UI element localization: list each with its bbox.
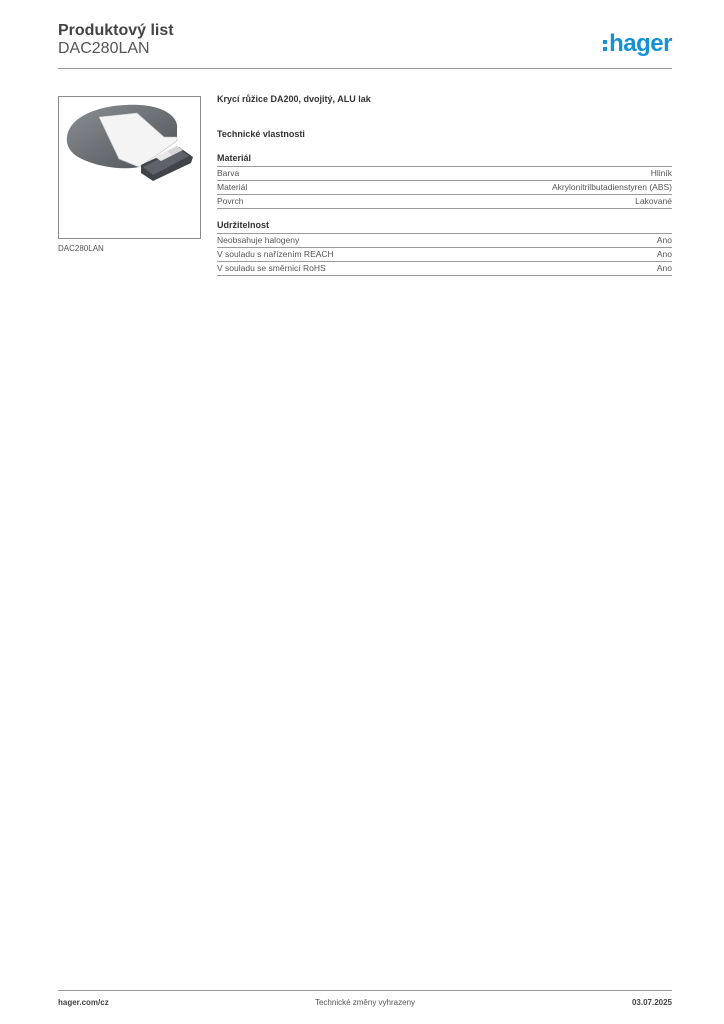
product-details <box>217 94 672 276</box>
spec-value: Hliník <box>650 168 672 178</box>
spec-label: V souladu s nařízením REACH <box>217 249 334 259</box>
spec-label: Materiál <box>217 182 248 192</box>
hager-logo <box>603 30 672 58</box>
spec-value: Akrylonitrilbutadienstyren (ABS) <box>552 182 672 192</box>
product-name: Krycí růžice DA200, dvojitý, ALU lak <box>217 94 371 104</box>
spec-label: Barva <box>217 168 240 178</box>
spec-row <box>217 248 672 262</box>
spec-row <box>217 195 672 209</box>
spec-value: Ano <box>656 263 672 273</box>
spec-row <box>217 262 672 276</box>
spec-row <box>217 167 672 181</box>
group-title-material: Materiál <box>217 153 672 167</box>
document-title: Produktový list <box>58 22 174 39</box>
logo-dots-icon <box>603 40 607 51</box>
spec-row <box>217 234 672 248</box>
footer-disclaimer: Technické změny vyhrazeny <box>314 998 416 1007</box>
spec-value: Ano <box>656 249 672 259</box>
group-title-sustainability: Udržitelnost <box>217 220 672 234</box>
footer-divider <box>58 990 672 991</box>
image-caption: DAC280LAN <box>58 244 104 253</box>
spec-label: Neobsahuje halogeny <box>217 235 300 245</box>
spec-value: Ano <box>656 235 672 245</box>
header-divider <box>58 68 672 69</box>
product-image <box>58 96 201 239</box>
spec-label: V souladu se směrnicí RoHS <box>217 263 326 273</box>
spec-row <box>217 181 672 195</box>
spec-label: Povrch <box>217 196 244 206</box>
spec-value: Lakované <box>635 196 672 206</box>
footer-date: 03.07.2025 <box>631 998 672 1007</box>
page-header <box>58 22 672 70</box>
logo-text: hager <box>609 30 672 57</box>
footer-website-link[interactable]: hager.com/cz <box>58 998 109 1007</box>
product-code: DAC280LAN <box>58 40 150 57</box>
cover-plate-illustration <box>59 97 200 238</box>
section-title: Technické vlastnosti <box>217 129 305 139</box>
